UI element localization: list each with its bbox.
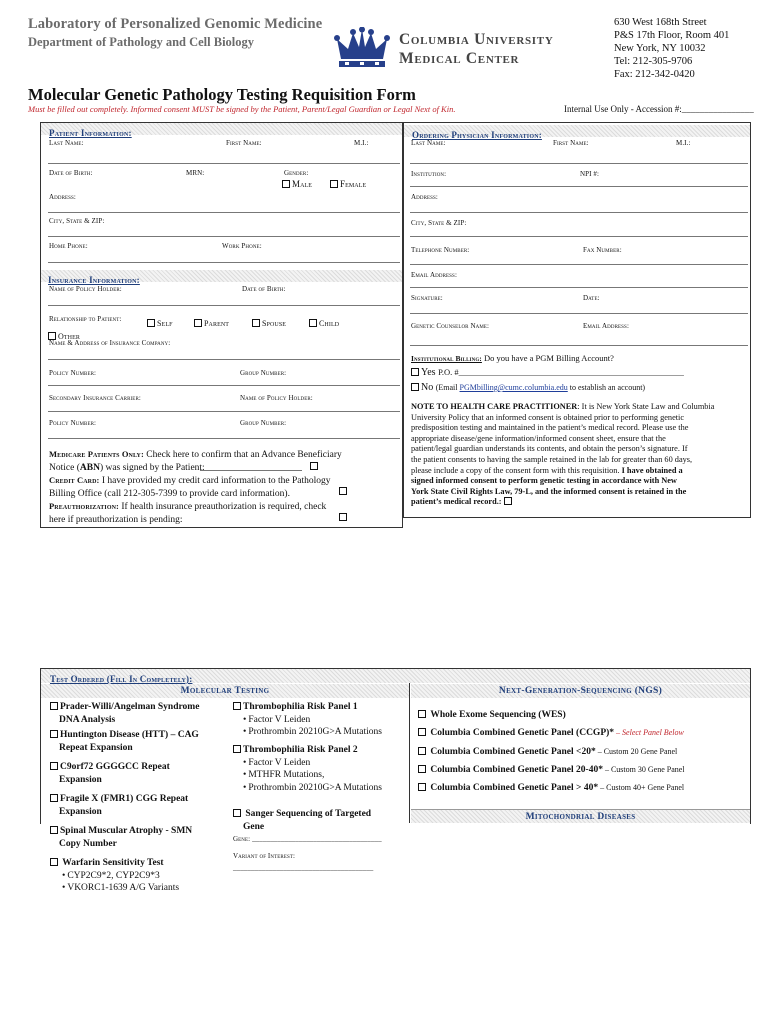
- huntington-test[interactable]: Huntington Disease (HTT) – CAG Repeat Expansion: [50, 729, 199, 754]
- variant-label: Variant of Interest:: [233, 851, 296, 860]
- insurance-header: Insurance Information:: [48, 275, 140, 285]
- patient-dob-label: Date of Birth:: [49, 169, 93, 177]
- tests-header: Test Ordered (Fill In Completely):: [50, 674, 193, 684]
- prader-willi-checkbox[interactable]: [50, 702, 58, 710]
- abn-checkbox[interactable]: [310, 462, 318, 470]
- relationship-child[interactable]: Child: [309, 313, 339, 331]
- insurance-header-bar: [41, 270, 402, 285]
- medicare-notice: Medicare Patients Only: Check here to confirm that an Advance Beneficiary Notice (ABN) was signed by the Patient: Credit Card: I have provided my credit card information to the Pathology Billing Office (call 212-305-7399 to provide card information). Preauthorization: If health insurance preauthorization is required, check here if preauthorization is pending:: [49, 449, 342, 525]
- patient-home-phone-label: Home Phone:: [49, 242, 88, 250]
- relationship-label: Relationship to Patient:: [49, 315, 122, 323]
- c9orf72-checkbox[interactable]: [50, 762, 58, 770]
- preauthorization-checkbox[interactable]: [339, 513, 347, 521]
- huntington-checkbox[interactable]: [50, 730, 58, 738]
- email-label: Email Address:: [411, 271, 457, 279]
- molecular-header: Molecular Testing: [41, 684, 409, 698]
- patient-header: Patient Information:: [49, 128, 132, 138]
- lab-address: [614, 16, 729, 81]
- lab-name: Laboratory of Personalized Genomic Medicine: [28, 16, 323, 32]
- consent-checkbox[interactable]: [504, 497, 512, 505]
- ccgp-20-option[interactable]: Columbia Combined Genetic Panel <20* – Custom 20 Gene Panel: [418, 743, 685, 761]
- physician-last-name-label: Last Name:: [411, 139, 446, 147]
- policy-holder-label: Name of Policy Holder:: [49, 285, 122, 293]
- gender-male-option[interactable]: Male: [282, 179, 312, 190]
- relationship-other[interactable]: Other: [48, 326, 80, 344]
- female-checkbox[interactable]: [330, 180, 338, 188]
- address-fax: Fax: 212-342-0420: [614, 69, 695, 80]
- patient-first-name-label: First Name:: [226, 139, 262, 147]
- sanger-sequencing[interactable]: Sanger Sequencing of Targeted Gene Gene: ____________________________________ Variant of Interest: _______________________________________: [233, 808, 382, 875]
- accession-field[interactable]: Internal Use Only - Accession #:________________: [564, 104, 754, 114]
- billing-email-link[interactable]: PGMbilling@cumc.columbia.edu: [459, 383, 568, 392]
- parent-checkbox[interactable]: [194, 319, 202, 327]
- patient-header-bar: [41, 123, 402, 138]
- child-checkbox[interactable]: [309, 319, 317, 327]
- group-number-label: Group Number:: [240, 369, 287, 377]
- physician-header-bar: [404, 125, 750, 140]
- patient-mi-label: M.I.:: [354, 139, 369, 147]
- fragile-x-test[interactable]: Fragile X (FMR1) CGG Repeat Expansion: [50, 793, 188, 818]
- date-label: Date:: [583, 294, 600, 302]
- practitioner-note: NOTE TO HEALTH CARE PRACTITIONER: It is New York State Law and Columbia University Policy that an informed consent is obtained prior to performing genetic predisposition testing and maintained in the patient’s medical record. Please use the appropriate disease/gene information/informed consent sheet, ensure that the patient/legal guardian understands its contents, and obtain the person’s signature. If the patient consents to having the sample retained in the lab for greater than 60 days, please include a copy of the consent form with this requisition. I have obtained a signed informed consent to perform genetic testing in accordance with New York State Civil Rights Law, 79-L, and the informed consent is retained in the patient’s medical record.:: [411, 402, 715, 507]
- university-name: [399, 30, 553, 68]
- warfarin-checkbox[interactable]: [50, 858, 58, 866]
- ccgp-20-40-checkbox[interactable]: [418, 765, 426, 773]
- address-phone: Tel: 212-305-9706: [614, 56, 693, 67]
- form-title: Molecular Genetic Pathology Testing Requisition Form: [28, 85, 416, 104]
- warfarin-test[interactable]: Warfarin Sensitivity Test • CYP2C9*2, CYP2C9*3 • VKORC1-1639 A/G Variants: [50, 857, 179, 895]
- university-line-1: Columbia University: [399, 31, 554, 48]
- physician-header: Ordering Physician Information:: [412, 130, 542, 140]
- ccgp-option[interactable]: Columbia Combined Genetic Panel (CCGP)* – Select Panel Below: [418, 724, 685, 742]
- physician-first-name-label: First Name:: [553, 139, 589, 147]
- ngs-list: [418, 706, 685, 797]
- holder-dob-label: Date of Birth:: [242, 285, 286, 293]
- gender-female-option[interactable]: Female: [330, 179, 366, 190]
- sma-checkbox[interactable]: [50, 826, 58, 834]
- credit-card-checkbox[interactable]: [339, 487, 347, 495]
- thrombophilia-panel-1[interactable]: Thrombophilia Risk Panel 1 • Factor V Leiden • Prothrombin 20210G>A Mutations: [233, 701, 382, 739]
- institutional-billing: Institutional Billing: Do you have a PGM Billing Account?: [411, 353, 614, 363]
- relationship-spouse[interactable]: Spouse: [252, 313, 286, 331]
- patient-city-label: City, State & ZIP:: [49, 217, 105, 225]
- thrombo2-checkbox[interactable]: [233, 745, 241, 753]
- ngs-header: Next-Generation-Sequencing (NGS): [411, 684, 750, 698]
- signature-label: Signature:: [411, 294, 443, 302]
- patient-last-name-label: Last Name:: [49, 139, 84, 147]
- thrombo1-checkbox[interactable]: [233, 702, 241, 710]
- columbia-crown-logo: [333, 27, 391, 71]
- thrombophilia-panel-2[interactable]: Thrombophilia Risk Panel 2 • Factor V Leiden • MTHFR Mutations, • Prothrombin 20210G>A Mutations: [233, 744, 382, 794]
- counselor-label: Genetic Counselor Name:: [411, 322, 490, 330]
- billing-no-checkbox[interactable]: [411, 383, 419, 391]
- sanger-checkbox[interactable]: [233, 809, 241, 817]
- billing-no-option[interactable]: No (Email PGMbilling@cumc.columbia.edu to establish an account): [411, 382, 645, 393]
- variant-field[interactable]: _______________________________________: [233, 864, 374, 872]
- wes-option[interactable]: Whole Exome Sequencing (WES): [418, 706, 685, 724]
- patient-work-phone-label: Work Phone:: [222, 242, 262, 250]
- physician-mi-label: M.I.:: [676, 139, 691, 147]
- relationship-parent[interactable]: Parent: [194, 313, 229, 331]
- wes-checkbox[interactable]: [418, 710, 426, 718]
- secondary-policy-label: Policy Number:: [49, 419, 97, 427]
- policy-number-label: Policy Number:: [49, 369, 97, 377]
- institution-label: Institution:: [411, 170, 447, 178]
- ccgp-40-option[interactable]: Columbia Combined Genetic Panel > 40* – Custom 40+ Gene Panel: [418, 779, 685, 797]
- insurance-company-label: Name & Address of Insurance Company:: [49, 339, 171, 347]
- physician-city-label: City, State & ZIP:: [411, 219, 467, 227]
- address-line: P&S 17th Floor, Room 401: [614, 30, 730, 41]
- male-checkbox[interactable]: [282, 180, 290, 188]
- po-number-field[interactable]: P.O. #_____________________________________________________: [438, 367, 684, 377]
- fragile-x-checkbox[interactable]: [50, 794, 58, 802]
- counselor-email-label: Email Address:: [583, 322, 629, 330]
- relationship-self[interactable]: Self: [147, 313, 173, 331]
- physician-address-label: Address:: [411, 193, 438, 201]
- billing-yes-checkbox[interactable]: [411, 368, 419, 376]
- secondary-carrier-label: Secondary Insurance Carrier:: [49, 394, 141, 402]
- secondary-holder-label: Name of Policy Holder:: [240, 394, 313, 402]
- ccgp-40-checkbox[interactable]: [418, 783, 426, 791]
- secondary-group-label: Group Number:: [240, 419, 287, 427]
- form-instructions: Must be filled out completely. Informed consent MUST be signed by the Patient, Parent/Legal Guardian or Legal Next of Kin.: [28, 104, 456, 114]
- gene-field[interactable]: Gene: ____________________________________: [233, 835, 382, 843]
- address-line: New York, NY 10032: [614, 43, 706, 54]
- patient-address-label: Address:: [49, 193, 76, 201]
- department-name: Department of Pathology and Cell Biology: [28, 35, 255, 49]
- sma-test[interactable]: Spinal Muscular Atrophy - SMN Copy Number: [50, 825, 192, 850]
- prader-willi-test[interactable]: Prader-Willi/Angelman Syndrome DNA Analysis: [50, 701, 199, 726]
- tests-header-bar: [41, 669, 750, 683]
- ccgp-20-checkbox[interactable]: [418, 747, 426, 755]
- telephone-label: Telephone Number:: [411, 246, 470, 254]
- npi-label: NPI #:: [580, 170, 600, 178]
- billing-yes-option[interactable]: Yes P.O. #_____________________________________________________: [411, 367, 684, 378]
- patient-gender-label: Gender:: [284, 169, 309, 177]
- self-checkbox[interactable]: [147, 319, 155, 327]
- spouse-checkbox[interactable]: [252, 319, 260, 327]
- c9orf72-test[interactable]: C9orf72 GGGGCC Repeat Expansion: [50, 761, 170, 786]
- patient-mrn-label: MRN:: [186, 169, 205, 177]
- address-line: 630 West 168th Street: [614, 17, 707, 28]
- ccgp-20-40-option[interactable]: Columbia Combined Genetic Panel 20-40* – Custom 30 Gene Panel: [418, 761, 685, 779]
- ccgp-checkbox[interactable]: [418, 728, 426, 736]
- university-line-2: Medical Center: [399, 50, 520, 67]
- mitochondrial-header: Mitochondrial Diseases: [411, 809, 750, 823]
- fax-label: Fax Number:: [583, 246, 622, 254]
